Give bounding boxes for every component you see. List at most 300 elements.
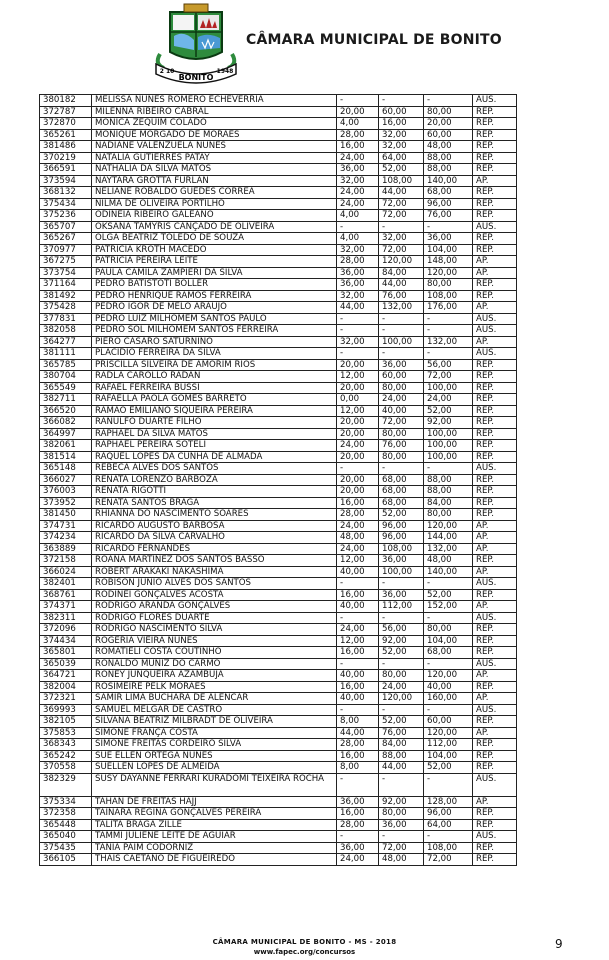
score-a-cell: 36,00 <box>337 267 379 279</box>
score-a-cell: 16,00 <box>337 750 379 762</box>
score-b-cell: 72,00 <box>379 244 424 256</box>
total-score-cell: - <box>424 578 473 590</box>
registration-cell: 366520 <box>40 405 92 417</box>
total-score-cell: 132,00 <box>424 543 473 555</box>
candidate-name-cell: SIMONE FREITAS CORDEIRO SILVA <box>92 739 337 751</box>
score-b-cell: 76,00 <box>379 727 424 739</box>
table-row <box>40 601 517 613</box>
registration-cell: 382061 <box>40 440 92 452</box>
candidate-name-cell: SIMONE FRANÇA COSTA <box>92 727 337 739</box>
table-row <box>40 624 517 636</box>
total-score-cell: - <box>424 95 473 107</box>
registration-cell: 370977 <box>40 244 92 256</box>
total-score-cell: 88,00 <box>424 164 473 176</box>
score-a-cell: 40,00 <box>337 566 379 578</box>
table-row <box>40 359 517 371</box>
score-b-cell: - <box>379 612 424 624</box>
candidate-name-cell: NATHALIA DA SILVA MATOS <box>92 164 337 176</box>
registration-cell: 365549 <box>40 382 92 394</box>
table-row <box>40 474 517 486</box>
candidate-name-cell: RONEY JUNQUEIRA AZAMBUJA <box>92 670 337 682</box>
total-score-cell: 20,00 <box>424 118 473 130</box>
registration-cell: 364721 <box>40 670 92 682</box>
score-a-cell: 16,00 <box>337 808 379 820</box>
candidate-name-cell: TAHAN DE FREITAS HAJJ <box>92 796 337 808</box>
score-a-cell: 16,00 <box>337 589 379 601</box>
status-cell: REP. <box>473 486 517 498</box>
table-row <box>40 290 517 302</box>
table-row <box>40 313 517 325</box>
page-header <box>0 0 609 92</box>
total-score-cell: - <box>424 313 473 325</box>
score-b-cell: 76,00 <box>379 440 424 452</box>
candidate-name-cell: RODINEI GONÇALVES ACOSTA <box>92 589 337 601</box>
footer-title: CÂMARA MUNICIPAL DE BONITO - MS - 2018 <box>212 938 397 946</box>
score-a-cell: 12,00 <box>337 371 379 383</box>
score-a-cell: 28,00 <box>337 819 379 831</box>
candidate-name-cell: RAPHAEL DA SILVA MATOS <box>92 428 337 440</box>
score-b-cell: 48,00 <box>379 854 424 866</box>
table-row <box>40 428 517 440</box>
status-cell: AUS. <box>473 831 517 843</box>
total-score-cell: 100,00 <box>424 451 473 463</box>
table-row <box>40 279 517 291</box>
status-cell: REP. <box>473 279 517 291</box>
table-row <box>40 348 517 360</box>
score-b-cell: 88,00 <box>379 750 424 762</box>
score-a-cell: 24,00 <box>337 187 379 199</box>
score-a-cell: - <box>337 348 379 360</box>
status-cell: REP. <box>473 141 517 153</box>
total-score-cell: - <box>424 463 473 475</box>
score-b-cell: 64,00 <box>379 152 424 164</box>
registration-cell: 375853 <box>40 727 92 739</box>
total-score-cell: 120,00 <box>424 520 473 532</box>
score-a-cell: 28,00 <box>337 739 379 751</box>
status-cell: AP. <box>473 796 517 808</box>
candidate-name-cell: RANULFO DUARTE FILHO <box>92 417 337 429</box>
registration-cell: 370219 <box>40 152 92 164</box>
score-b-cell: 80,00 <box>379 382 424 394</box>
status-cell: REP. <box>473 739 517 751</box>
registration-cell: 366591 <box>40 164 92 176</box>
footer-website-link[interactable]: www.fapec.org/concursos <box>253 948 356 956</box>
candidate-name-cell: RAPHAEL PEREIRA SOTELI <box>92 440 337 452</box>
status-cell: AP. <box>473 727 517 739</box>
registration-cell: 375428 <box>40 302 92 314</box>
total-score-cell: - <box>424 704 473 716</box>
candidate-name-cell: PEDRO BATISTOTI BOLLER <box>92 279 337 291</box>
score-a-cell: 40,00 <box>337 670 379 682</box>
table-row <box>40 95 517 107</box>
table-row <box>40 486 517 498</box>
candidate-name-cell: RENATA LORENZO BARBOZA <box>92 474 337 486</box>
candidate-name-cell: SAMIR LIMA BUCHARA DE ALENCAR <box>92 693 337 705</box>
status-cell: REP. <box>473 129 517 141</box>
score-a-cell: 32,00 <box>337 336 379 348</box>
table-row <box>40 854 517 866</box>
table-row <box>40 256 517 268</box>
candidate-name-cell: ODINEIA RIBEIRO GALEANO <box>92 210 337 222</box>
table-row <box>40 405 517 417</box>
score-b-cell: 80,00 <box>379 808 424 820</box>
registration-cell: 369993 <box>40 704 92 716</box>
score-a-cell: 0,00 <box>337 394 379 406</box>
registration-cell: 366105 <box>40 854 92 866</box>
registration-cell: 381111 <box>40 348 92 360</box>
candidate-name-cell: SUSY DAYANNE FERRARI KURADOMI TEIXEIRA ROCHA <box>92 773 337 796</box>
table-row <box>40 325 517 337</box>
table-row <box>40 658 517 670</box>
status-cell: AUS. <box>473 704 517 716</box>
status-cell: AP. <box>473 267 517 279</box>
candidate-name-cell: SILVANA BEATRIZ MILBRADT DE OLIVEIRA <box>92 716 337 728</box>
total-score-cell: 108,00 <box>424 290 473 302</box>
candidate-name-cell: OLGA BEATRIZ TOLEDO DE SOUZA <box>92 233 337 245</box>
registration-cell: 368761 <box>40 589 92 601</box>
candidate-name-cell: PLACIDIO FERREIRA DA SILVA <box>92 348 337 360</box>
table-row <box>40 727 517 739</box>
registration-cell: 372321 <box>40 693 92 705</box>
table-row <box>40 796 517 808</box>
candidate-name-cell: RENATA RIGOTTI <box>92 486 337 498</box>
score-b-cell: 36,00 <box>379 819 424 831</box>
status-cell: AUS. <box>473 313 517 325</box>
score-b-cell: 52,00 <box>379 647 424 659</box>
status-cell: AUS. <box>473 221 517 233</box>
status-cell: AP. <box>473 543 517 555</box>
score-b-cell: 112,00 <box>379 601 424 613</box>
page-number: 9 <box>555 937 563 951</box>
total-score-cell: 176,00 <box>424 302 473 314</box>
score-a-cell: 44,00 <box>337 302 379 314</box>
status-cell: REP. <box>473 187 517 199</box>
status-cell: REP. <box>473 106 517 118</box>
total-score-cell: 100,00 <box>424 440 473 452</box>
score-b-cell: - <box>379 578 424 590</box>
registration-cell: 374234 <box>40 532 92 544</box>
status-cell: REP. <box>473 359 517 371</box>
status-cell: AP. <box>473 336 517 348</box>
score-b-cell: - <box>379 348 424 360</box>
registration-cell: 366024 <box>40 566 92 578</box>
status-cell: REP. <box>473 118 517 130</box>
status-cell: REP. <box>473 497 517 509</box>
score-a-cell: 28,00 <box>337 256 379 268</box>
registration-cell: 372096 <box>40 624 92 636</box>
candidate-name-cell: RICARDO DA SILVA CARVALHO <box>92 532 337 544</box>
score-a-cell: 40,00 <box>337 601 379 613</box>
candidate-name-cell: ROANA MARTINEZ DOS SANTOS BASSO <box>92 555 337 567</box>
candidate-name-cell: RICARDO FERNANDES <box>92 543 337 555</box>
score-a-cell: 32,00 <box>337 244 379 256</box>
table-row <box>40 440 517 452</box>
score-a-cell: - <box>337 95 379 107</box>
registration-cell: 363889 <box>40 543 92 555</box>
score-a-cell: 8,00 <box>337 762 379 774</box>
score-a-cell: 36,00 <box>337 842 379 854</box>
score-a-cell: 20,00 <box>337 359 379 371</box>
candidate-name-cell: PIERO CASARO SATURNINO <box>92 336 337 348</box>
results-table <box>39 94 517 866</box>
candidate-name-cell: TAMMI JULIENE LEITE DE AGUIAR <box>92 831 337 843</box>
candidate-name-cell: NELIANE ROBALDO GUEDES CORREA <box>92 187 337 199</box>
candidate-name-cell: PRISCILLA SILVEIRA DE AMORIM RIOS <box>92 359 337 371</box>
candidate-name-cell: RADLA CAROLLO RADAN <box>92 371 337 383</box>
total-score-cell: 120,00 <box>424 670 473 682</box>
status-cell: REP. <box>473 854 517 866</box>
candidate-name-cell: SUE ELLEN ORTEGA NUNES <box>92 750 337 762</box>
candidate-name-cell: THAIS CAETANO DE FIGUEIREDO <box>92 854 337 866</box>
total-score-cell: 72,00 <box>424 371 473 383</box>
total-score-cell: 80,00 <box>424 624 473 636</box>
candidate-name-cell: TÂNIA PAIM CODORNIZ <box>92 842 337 854</box>
registration-cell: 368343 <box>40 739 92 751</box>
status-cell: AP. <box>473 566 517 578</box>
status-cell: REP. <box>473 647 517 659</box>
table-row <box>40 773 517 796</box>
registration-cell: 370558 <box>40 762 92 774</box>
score-a-cell: 24,00 <box>337 543 379 555</box>
status-cell: AP. <box>473 532 517 544</box>
score-a-cell: - <box>337 612 379 624</box>
registration-cell: 382311 <box>40 612 92 624</box>
table-row <box>40 578 517 590</box>
registration-cell: 374731 <box>40 520 92 532</box>
status-cell: AP. <box>473 601 517 613</box>
table-row <box>40 141 517 153</box>
status-cell: REP. <box>473 152 517 164</box>
score-a-cell: 28,00 <box>337 129 379 141</box>
score-b-cell: 72,00 <box>379 210 424 222</box>
score-a-cell: 24,00 <box>337 520 379 532</box>
registration-cell: 373952 <box>40 497 92 509</box>
table-row <box>40 417 517 429</box>
total-score-cell: 60,00 <box>424 716 473 728</box>
status-cell: REP. <box>473 842 517 854</box>
status-cell: AP. <box>473 693 517 705</box>
table-row <box>40 750 517 762</box>
registration-cell: 382004 <box>40 681 92 693</box>
status-cell: REP. <box>473 417 517 429</box>
score-b-cell: 68,00 <box>379 474 424 486</box>
score-a-cell: 20,00 <box>337 382 379 394</box>
candidate-name-cell: PEDRO HENRIQUE RAMOS FERREIRA <box>92 290 337 302</box>
candidate-name-cell: SAMUEL MELGAR DE CASTRO <box>92 704 337 716</box>
score-a-cell: 12,00 <box>337 635 379 647</box>
table-row <box>40 681 517 693</box>
score-b-cell: 52,00 <box>379 509 424 521</box>
results-table-body <box>40 95 517 866</box>
status-cell: REP. <box>473 428 517 440</box>
total-score-cell: 104,00 <box>424 750 473 762</box>
registration-cell: 366027 <box>40 474 92 486</box>
total-score-cell: 80,00 <box>424 509 473 521</box>
registration-cell: 374371 <box>40 601 92 613</box>
registration-cell: 364997 <box>40 428 92 440</box>
score-a-cell: 16,00 <box>337 647 379 659</box>
status-cell: AUS. <box>473 463 517 475</box>
registration-cell: 381486 <box>40 141 92 153</box>
score-b-cell: 16,00 <box>379 118 424 130</box>
status-cell: REP. <box>473 509 517 521</box>
registration-cell: 382105 <box>40 716 92 728</box>
status-cell: REP. <box>473 233 517 245</box>
total-score-cell: 76,00 <box>424 210 473 222</box>
status-cell: AP. <box>473 520 517 532</box>
score-a-cell: 4,00 <box>337 118 379 130</box>
score-a-cell: 36,00 <box>337 796 379 808</box>
table-row <box>40 267 517 279</box>
status-cell: REP. <box>473 750 517 762</box>
score-b-cell: 72,00 <box>379 417 424 429</box>
score-a-cell: - <box>337 773 379 796</box>
total-score-cell: 72,00 <box>424 854 473 866</box>
total-score-cell: 60,00 <box>424 129 473 141</box>
total-score-cell: 52,00 <box>424 762 473 774</box>
table-row <box>40 532 517 544</box>
score-b-cell: 68,00 <box>379 486 424 498</box>
registration-cell: 380182 <box>40 95 92 107</box>
table-row <box>40 244 517 256</box>
score-b-cell: 32,00 <box>379 129 424 141</box>
table-row <box>40 566 517 578</box>
table-row <box>40 302 517 314</box>
table-row <box>40 808 517 820</box>
candidate-name-cell: NAYTARA GROTTA FURLAN <box>92 175 337 187</box>
total-score-cell: - <box>424 658 473 670</box>
score-b-cell: 92,00 <box>379 796 424 808</box>
score-a-cell: 16,00 <box>337 497 379 509</box>
score-b-cell: 72,00 <box>379 198 424 210</box>
registration-cell: 365039 <box>40 658 92 670</box>
candidate-name-cell: RODRIGO ARANDA GONÇALVES <box>92 601 337 613</box>
total-score-cell: 132,00 <box>424 336 473 348</box>
logo-left-number: 2 10 <box>159 68 175 75</box>
score-a-cell: - <box>337 221 379 233</box>
registration-cell: 382401 <box>40 578 92 590</box>
score-b-cell: 44,00 <box>379 762 424 774</box>
table-row <box>40 221 517 233</box>
registration-cell: 373594 <box>40 175 92 187</box>
score-a-cell: 20,00 <box>337 417 379 429</box>
total-score-cell: 88,00 <box>424 152 473 164</box>
total-score-cell: 56,00 <box>424 359 473 371</box>
table-row <box>40 819 517 831</box>
status-cell: REP. <box>473 382 517 394</box>
total-score-cell: 96,00 <box>424 808 473 820</box>
registration-cell: 381514 <box>40 451 92 463</box>
registration-cell: 365801 <box>40 647 92 659</box>
table-row <box>40 635 517 647</box>
score-a-cell: 20,00 <box>337 451 379 463</box>
total-score-cell: 52,00 <box>424 589 473 601</box>
candidate-name-cell: TAINARA REGINA GONÇALVES PEREIRA <box>92 808 337 820</box>
total-score-cell: 68,00 <box>424 187 473 199</box>
status-cell: AP. <box>473 302 517 314</box>
status-cell: REP. <box>473 198 517 210</box>
status-cell: AUS. <box>473 578 517 590</box>
total-score-cell: 64,00 <box>424 819 473 831</box>
total-score-cell: 100,00 <box>424 428 473 440</box>
score-a-cell: 24,00 <box>337 152 379 164</box>
status-cell: AUS. <box>473 658 517 670</box>
logo-right-number: 1948 <box>216 68 234 75</box>
registration-cell: 377831 <box>40 313 92 325</box>
score-b-cell: 120,00 <box>379 693 424 705</box>
status-cell: REP. <box>473 405 517 417</box>
candidate-name-cell: RAFAEL FERREIRA BUSSI <box>92 382 337 394</box>
score-b-cell: 80,00 <box>379 451 424 463</box>
candidate-name-cell: ROBERT ARAKAKI NAKASHIMA <box>92 566 337 578</box>
status-cell: REP. <box>473 440 517 452</box>
total-score-cell: 96,00 <box>424 198 473 210</box>
registration-cell: 371164 <box>40 279 92 291</box>
total-score-cell: 80,00 <box>424 279 473 291</box>
candidate-name-cell: NATÁLIA GUTIERRES PATAY <box>92 152 337 164</box>
score-b-cell: 52,00 <box>379 716 424 728</box>
status-cell: REP. <box>473 808 517 820</box>
score-a-cell: 32,00 <box>337 175 379 187</box>
score-a-cell: - <box>337 325 379 337</box>
score-b-cell: 52,00 <box>379 164 424 176</box>
status-cell: AUS. <box>473 95 517 107</box>
total-score-cell: - <box>424 221 473 233</box>
score-b-cell: 36,00 <box>379 589 424 601</box>
table-row <box>40 394 517 406</box>
logo-banner-text: BONITO <box>178 73 214 82</box>
score-a-cell: 12,00 <box>337 405 379 417</box>
table-row <box>40 451 517 463</box>
table-row <box>40 520 517 532</box>
candidate-name-cell: RENATA SANTOS BRAGA <box>92 497 337 509</box>
registration-cell: 372870 <box>40 118 92 130</box>
registration-cell: 382711 <box>40 394 92 406</box>
score-b-cell: - <box>379 658 424 670</box>
score-b-cell: 60,00 <box>379 371 424 383</box>
score-a-cell: 20,00 <box>337 486 379 498</box>
score-b-cell: - <box>379 325 424 337</box>
municipal-coat-of-arms-logo <box>150 2 242 88</box>
table-row <box>40 842 517 854</box>
total-score-cell: 104,00 <box>424 244 473 256</box>
score-b-cell: 96,00 <box>379 520 424 532</box>
registration-cell: 382058 <box>40 325 92 337</box>
score-a-cell: 24,00 <box>337 440 379 452</box>
table-row <box>40 612 517 624</box>
candidate-name-cell: TALITA BRAGA ZILLE <box>92 819 337 831</box>
score-b-cell: 92,00 <box>379 635 424 647</box>
table-row <box>40 704 517 716</box>
score-b-cell: 40,00 <box>379 405 424 417</box>
status-cell: REP. <box>473 451 517 463</box>
status-cell: REP. <box>473 762 517 774</box>
total-score-cell: 112,00 <box>424 739 473 751</box>
candidate-name-cell: RONALDO MUNIZ DO CARMO <box>92 658 337 670</box>
registration-cell: 366082 <box>40 417 92 429</box>
score-b-cell: 24,00 <box>379 681 424 693</box>
status-cell: REP. <box>473 290 517 302</box>
score-a-cell: 16,00 <box>337 141 379 153</box>
score-a-cell: - <box>337 704 379 716</box>
registration-cell: 368132 <box>40 187 92 199</box>
status-cell: AP. <box>473 175 517 187</box>
score-a-cell: 36,00 <box>337 279 379 291</box>
registration-cell: 373754 <box>40 267 92 279</box>
table-row <box>40 693 517 705</box>
registration-cell: 375435 <box>40 842 92 854</box>
table-row <box>40 555 517 567</box>
